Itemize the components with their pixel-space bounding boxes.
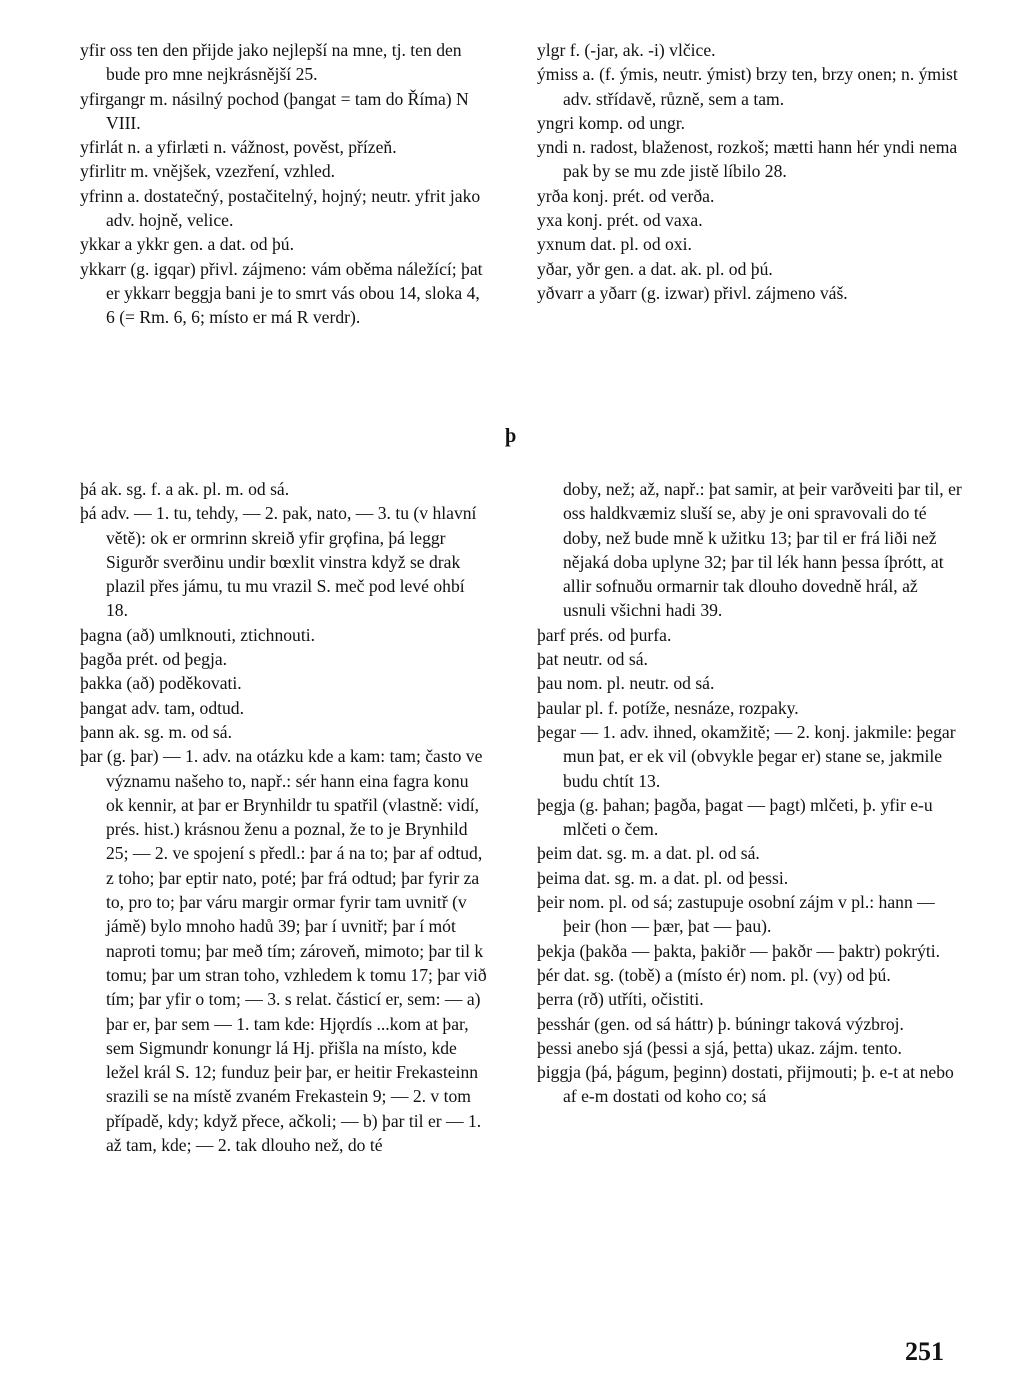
entry-yxa: yxa konj. prét. od vaxa. bbox=[537, 210, 703, 231]
entry-ykkar: ykkar a ykkr gen. a dat. od þú. bbox=[80, 234, 294, 255]
entry-thakka: þakka (að) poděkovati. bbox=[80, 673, 242, 694]
entry-that: þat neutr. od sá. bbox=[537, 649, 648, 670]
entry-therra: þerra (rð) utříti, očistiti. bbox=[537, 989, 704, 1010]
column-top-right bbox=[537, 38, 962, 305]
entry-yfir-oss: yfir oss ten den přijde jako nejlepší na mne, tj. ten den bude pro mne nejkrásnější 25. bbox=[80, 40, 462, 85]
entry-thangat: þangat adv. tam, odtud. bbox=[80, 697, 245, 718]
section-letter: þ bbox=[505, 425, 517, 447]
entry-thau: þau nom. pl. neutr. od sá. bbox=[537, 673, 715, 694]
entry-yndi: yndi n. radost, blaženost, rozkoš; mætti hann hér yndi nema pak by se mu zde jistě líbilo 28. bbox=[537, 137, 958, 182]
entry-theim: þeim dat. sg. m. a dat. pl. od sá. bbox=[537, 843, 760, 864]
entry-thar: þar (g. þar) — 1. adv. na otázku kde a kam: tam; často ve významu našeho to, např.: sér hann eina fagra konu ok kennir, at þar er Brynhildr tu spatřil (vlastně: vidí, prés. hist.) krásnou ženu a poznal, že to je Brynhild 25; — 2. ve spojení s předl.: þar á na to; þar af odtud, z toho; þar eptir nato, poté; þar frá odtud; þar fyrir za to, pro to; þar váru margir ormar fyrir tam uvnitř (v jámě) bylo mnoho hadů 39; þar í uvnitř; þar í mót naproti tomu; þar með tím; zároveň, mimoto; þar til k tomu; þar um stran toho, vzhledem k tomu 17; þar við tím; þar yfir o tom; — 3. s relat. částicí er, sem: — a) þar er, þar sem — 1. tam kde: Hjǫrdís ...kom at þar, sem Sigmundr konungr lá Hj. přišla na místo, kde ležel král S. 12; funduz þeir þar, er heitir Frekasteinn srazili se na místě zvaném Frekastein 9; — 2. v tom případě, kdy; když přece, ačkoli; — b) þar til er — 1. až tam, kde; — 2. tak dlouho než, do té bbox=[80, 746, 487, 1156]
column-top-left bbox=[80, 38, 490, 330]
entry-thesshattr: þesshár (gen. od sá háttr) þ. búningr taková výzbroj. bbox=[537, 1013, 904, 1034]
entry-theima: þeima dat. sg. m. a dat. pl. od þessi. bbox=[537, 867, 789, 888]
entry-tharf: þarf prés. od þurfa. bbox=[537, 624, 672, 645]
entry-yfirlat: yfirlát n. a yfirlæti n. vážnost, pověst, přízeň. bbox=[80, 137, 397, 158]
entry-ykkarr: ykkarr (g. igqar) přivl. zájmeno: vám oběma náležící; þat er ykkarr beggja bani je to smrt vás obou 14, sloka 4, 6 (= Rm. 6, 6; místo er má R verdr). bbox=[80, 258, 483, 328]
entry-tha-adv: þá adv. — 1. tu, tehdy, — 2. pak, nato, — 3. tu (v hlavní větě): ok er ormrinn skreið yfir grǫfina, þá leggr Sigurðr sverðinu undir bœxlit vinstra když se drak plazil přes jámu, tu mu vrazil S. meč pod levé ohbí 18. bbox=[80, 503, 477, 621]
entry-thekja: þekja (þakða — þakta, þakiðr — þakðr — þaktr) pokrýti. bbox=[537, 940, 941, 961]
entry-yngri: yngri komp. od ungr. bbox=[537, 112, 686, 133]
entry-yrda: yrða konj. prét. od verða. bbox=[537, 185, 715, 206]
entry-ydar: yðar, yðr gen. a dat. ak. pl. od þú. bbox=[537, 258, 773, 279]
entry-yfrinn: yfrinn a. dostatečný, postačitelný, hojný; neutr. yfrit jako adv. hojně, velice. bbox=[80, 185, 481, 231]
entry-yxnum: yxnum dat. pl. od oxi. bbox=[537, 234, 692, 255]
entry-thegja: þegja (g. þahan; þagða, þagat — þagt) mlčeti, þ. yfir e-u mlčeti o čem. bbox=[537, 794, 933, 840]
entry-thiggja: þiggja (þá, þágum, þeginn) dostati, přijmouti; þ. e-t at nebo af e-m dostati od koho co; sá bbox=[537, 1062, 954, 1107]
entry-yfirlitr: yfirlitr m. vnějšek, vzezření, vzhled. bbox=[80, 161, 336, 182]
entry-yfirgangr: yfirgangr m. násilný pochod (þangat = tam do Říma) N VIII. bbox=[80, 88, 469, 133]
column-bottom-left bbox=[80, 477, 490, 1157]
entry-thaular: þaular pl. f. potíže, nesnáze, rozpaky. bbox=[537, 697, 799, 718]
entry-ther: þér dat. sg. (tobě) a (místo ér) nom. pl. (vy) od þú. bbox=[537, 964, 891, 985]
entry-thann: þann ak. sg. m. od sá. bbox=[80, 721, 232, 742]
entry-thagna: þagna (að) umlknouti, ztichnouti. bbox=[80, 624, 316, 645]
column-bottom-right bbox=[537, 477, 962, 1109]
page-number: 251 bbox=[905, 1337, 944, 1366]
entry-thagda: þagða prét. od þegja. bbox=[80, 649, 228, 670]
entry-their: þeir nom. pl. od sá; zastupuje osobní zájm v pl.: hann — þeir (hon — þær, þat — þau). bbox=[537, 892, 935, 937]
entry-thar-continued: doby, než; až, např.: þat samir, at þeir varðveiti þar til, er oss haldkvæmiz sluší se, aby je oni spravovali do té doby, než bude mně k užitku 13; þar til er frá liði než nějaká doba uplyne 32; þar til lék hann þessa íþrótt, at allir sofnuðu ormarnir tak dlouho dovedně hrál, až usnuli všichni hadi 39. bbox=[563, 479, 962, 621]
entry-tha-ak: þá ak. sg. f. a ak. pl. m. od sá. bbox=[80, 479, 290, 499]
entry-ymiss: ýmiss a. (f. ýmis, neutr. ýmist) brzy ten, brzy onen; n. ýmist adv. střídavě, různě, sem a tam. bbox=[537, 64, 958, 109]
entry-thegar: þegar — 1. adv. ihned, okamžitě; — 2. konj. jakmile: þegar mun þat, er ek vil (obvykle þegar er) stane se, jakmile budu chtít 13. bbox=[537, 721, 956, 791]
entry-thessi: þessi anebo sjá (þessi a sjá, þetta) ukaz. zájm. tento. bbox=[537, 1037, 902, 1058]
entry-ylgr: ylgr f. (-jar, ak. -i) vlčice. bbox=[537, 40, 716, 60]
entry-ydvarr: yðvarr a yðarr (g. izwar) přivl. zájmeno váš. bbox=[537, 282, 848, 303]
